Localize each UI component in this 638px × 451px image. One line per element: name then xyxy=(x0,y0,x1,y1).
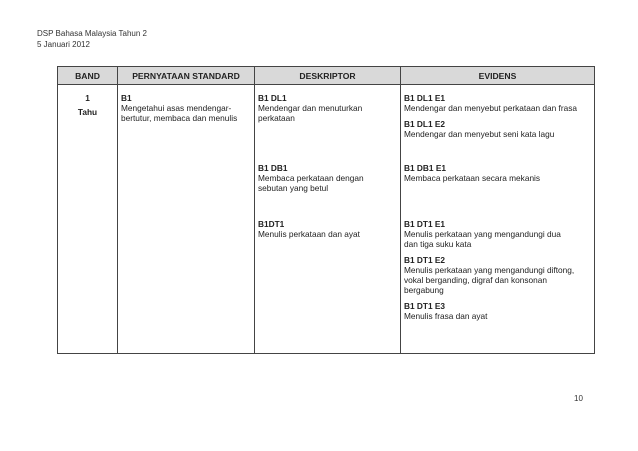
evidens-line: vokal berganding, digraf dan konsonan xyxy=(404,275,547,285)
column-header-pernyataan: PERNYATAAN STANDARD xyxy=(118,67,255,85)
column-header-evidens: EVIDENS xyxy=(401,67,595,85)
deskriptor-code: B1DT1 xyxy=(258,219,285,229)
table-header-row xyxy=(58,67,595,85)
evidens-line: Menulis perkataan yang mengandungi dua xyxy=(404,229,561,239)
deskriptor-code: B1 DB1 xyxy=(258,163,288,173)
evidens-item xyxy=(404,119,591,139)
evidens-code: B1 DT1 E2 xyxy=(404,255,446,265)
pernyataan-cell xyxy=(118,85,255,354)
evidens-line: Menulis perkataan yang mengandungi diftong, xyxy=(404,265,575,275)
header-title: DSP Bahasa Malaysia Tahun 2 xyxy=(37,29,147,38)
document-header xyxy=(37,28,147,50)
evidens-line: Mendengar dan menyebut perkataan dan frasa xyxy=(404,103,577,113)
deskriptor-code: B1 DL1 xyxy=(258,93,287,103)
evidens-code: B1 DT1 E3 xyxy=(404,301,446,311)
evidens-item xyxy=(404,93,591,113)
evidens-item xyxy=(404,219,591,249)
header-date: 5 Januari 2012 xyxy=(37,40,90,49)
evidens-line: Membaca perkataan secara mekanis xyxy=(404,173,541,183)
band-table xyxy=(57,66,595,354)
deskriptor-line: perkataan xyxy=(258,113,295,123)
evidens-code: B1 DL1 E2 xyxy=(404,119,446,129)
deskriptor-line: Menulis perkataan dan ayat xyxy=(258,229,360,239)
deskriptor-line: Membaca perkataan dengan xyxy=(258,173,364,183)
evidens-code: B1 DT1 E1 xyxy=(404,219,446,229)
evidens-item xyxy=(404,301,591,321)
deskriptor-item xyxy=(258,93,397,123)
evidens-item xyxy=(404,163,591,183)
band-word: Tahu xyxy=(77,107,98,117)
evidens-item xyxy=(404,255,591,295)
deskriptor-item xyxy=(258,163,397,193)
evidens-code: B1 DB1 E1 xyxy=(404,163,446,173)
band-number: 1 xyxy=(85,93,90,103)
deskriptor-cell xyxy=(255,85,401,354)
pernyataan-line: Mengetahui asas mendengar- xyxy=(121,103,232,113)
band-cell xyxy=(58,85,118,354)
column-header-band: BAND xyxy=(58,67,118,85)
pernyataan-code: B1 xyxy=(121,93,132,103)
evidens-line: Menulis frasa dan ayat xyxy=(404,311,488,321)
evidens-line: dan tiga suku kata xyxy=(404,239,472,249)
deskriptor-line: sebutan yang betul xyxy=(258,183,329,193)
table-row xyxy=(58,85,595,354)
pernyataan-line: bertutur, membaca dan menulis xyxy=(121,113,238,123)
page-number: 10 xyxy=(574,394,583,403)
evidens-line: bergabung xyxy=(404,285,444,295)
evidens-cell xyxy=(401,85,595,354)
evidens-code: B1 DL1 E1 xyxy=(404,93,446,103)
column-header-deskriptor: DESKRIPTOR xyxy=(255,67,401,85)
deskriptor-item xyxy=(258,219,397,239)
evidens-line: Mendengar dan menyebut seni kata lagu xyxy=(404,129,555,139)
deskriptor-line: Mendengar dan menuturkan xyxy=(258,103,363,113)
